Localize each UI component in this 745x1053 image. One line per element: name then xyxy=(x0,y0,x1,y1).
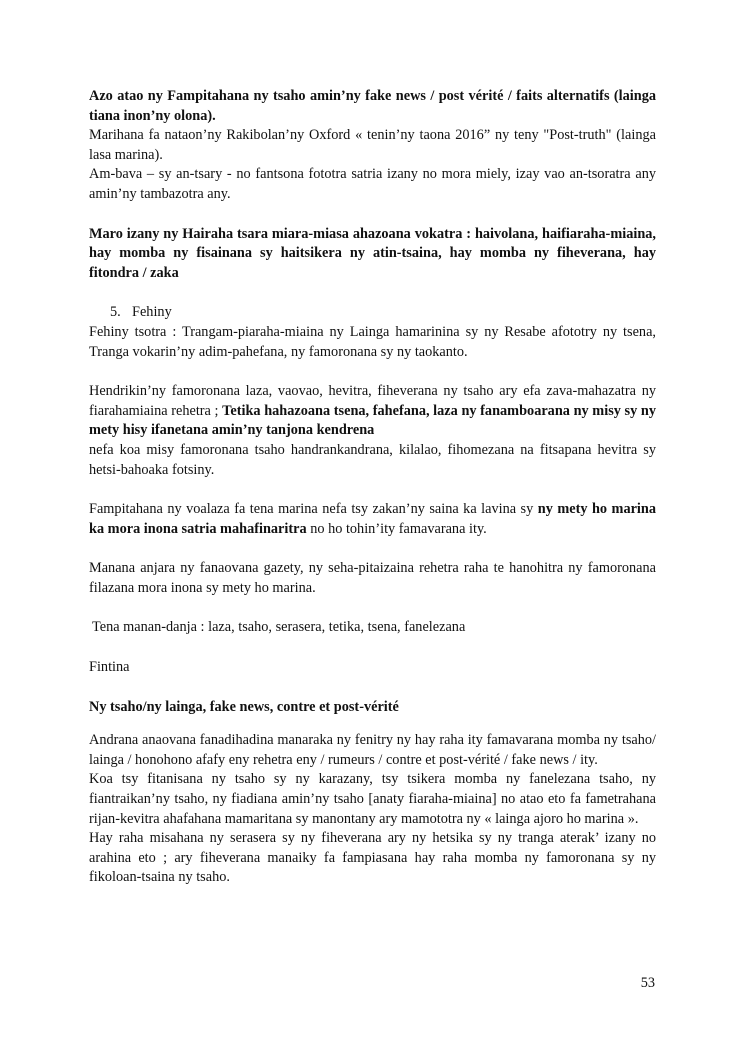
oxford-note: Marihana fa nataon’ny Rakibolan’ny Oxford « tenin’ny taona 2016” ny teny "Post-truth" (lainga lasa marina). xyxy=(89,127,656,163)
summary-line-2: Koa tsy fitanisana ny tsaho sy ny karazany, tsy tsikera momba ny fanelezana tsaho, ny fiantraikan’ny tsaho, ny fiadiana amin’ny tsaho [anaty fiaraha-miaina] no atao eto fa fametrahana rijan-kevitra ahafahana mamaritana sy manontany ary mamototra ny « lainga ajoro ho marina ». xyxy=(89,771,656,827)
heading-comparison: Azo atao ny Fampitahana ny tsaho amin’ny fake news / post vérité / faits alternatifs (lainga tiana inon’ny olona). xyxy=(89,88,656,124)
section-heading-5 xyxy=(110,303,656,323)
truth-bold: ny mety ho marina ka mora inona satria mahafinaritra xyxy=(89,501,657,537)
paragraph-comparison xyxy=(89,87,656,205)
keywords-text: Tena manan-danja : laza, tsaho, serasera, tetika, tsena, fanelezana xyxy=(92,619,466,636)
document-page xyxy=(89,87,656,888)
journalism-text: Manana anjara ny fanaovana gazety, ny seha-pitaizaina rehetra raha te hanohitra ny famoronana filazana mora inona sy mety ho marina. xyxy=(89,560,656,596)
skills-bold-text: Maro izany ny Hairaha tsara miara-miasa ahazoana vokatra : haivolana, haifiaraha-miaina, hay momba ny fisainana sy haitsikera ny atin-tsaina, hay momba ny fiheverana, hay fitondra / zaka xyxy=(89,225,656,281)
truth-outro: no ho tohin’ity famavarana ity. xyxy=(306,520,487,537)
keywords-line xyxy=(89,618,656,638)
paragraph-journalism xyxy=(89,559,656,598)
summary-subtitle xyxy=(89,698,656,718)
summary-line-3: Hay raha misahana ny serasera sy ny fiheverana ary ny hetsika sy ny tranga aterak’ izany no arahina eto ; ary fiheverana manaiky fa fampiasana hay raha momba ny famoronana sy ny fikoloan-tsaina ny tsaho. xyxy=(89,830,656,886)
page-number: 53 xyxy=(640,975,655,991)
invention-bold: Tetika hahazoana tsena, fahefana, laza ny fanamboarana ny misy sy ny mety hisy ifanetana amin’ny tanjona kendrena xyxy=(89,402,656,439)
paragraph-summary xyxy=(89,731,656,888)
summary-subtitle-text: Ny tsaho/ny lainga, fake news, contre et post-vérité xyxy=(89,698,399,715)
section-title: Fehiny xyxy=(132,304,172,321)
channels-note: Am-bava – sy an-tsary - no fantsona fototra satria izany no mora miely, izay vao an-tsoratra any amin’ny tambazotra any. xyxy=(89,166,656,202)
section-number: 5. xyxy=(110,304,121,321)
summary-line-1: Andrana anaovana fanadihadina manaraka ny fenitry ny hay raha ity famavarana momba ny tsaho/ lainga / honohono afafy eny rehetra eny / rumeurs / contre et post-vérité / fake news / ity. xyxy=(89,732,656,768)
summary-label-text: Fintina xyxy=(89,659,130,676)
invention-intro: Hendrikin’ny famoronana laza, vaovao, hevitra, fiheverana ny tsaho ary efa zava-mahazatra ny fiarahamiaina rehetra ; xyxy=(89,383,656,419)
summary-label xyxy=(89,658,656,678)
invention-followup: nefa koa misy famoronana tsaho handrankandrana, kilalao, fihomezana na fitsapana hevitra sy hetsi-bahoaka fotsiny. xyxy=(89,441,656,478)
paragraph-conclusion xyxy=(89,323,656,362)
conclusion-text: Fehiny tsotra : Trangam-piaraha-miaina ny Lainga hamarinina sy ny Resabe afototry ny tsena, Tranga vokarin’ny adim-pahefana, ny famoronana sy ny taokanto. xyxy=(89,323,656,360)
paragraph-invention xyxy=(89,382,656,480)
paragraph-skills xyxy=(89,225,656,284)
paragraph-comparison-truth xyxy=(89,500,656,539)
truth-intro: Fampitahana ny voalaza fa tena marina nefa tsy zakan’ny saina ka lavina sy xyxy=(89,501,538,518)
